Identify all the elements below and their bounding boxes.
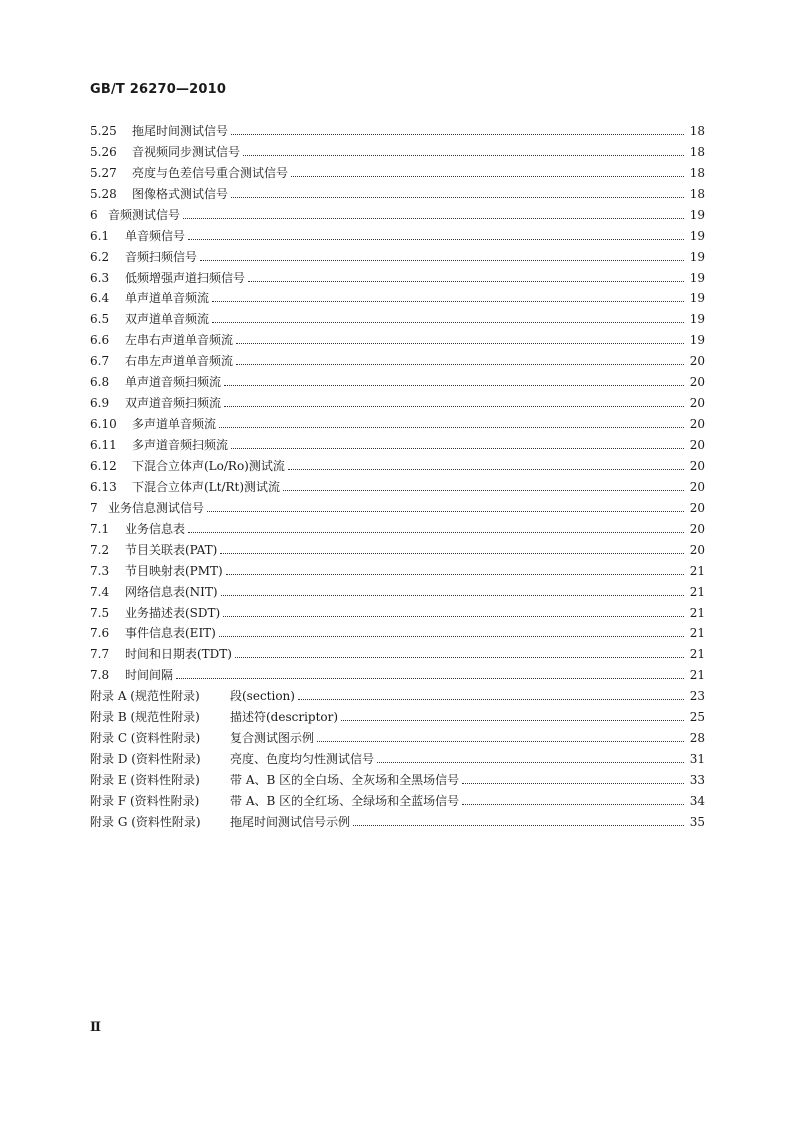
page-number: Ⅱ — [90, 1020, 101, 1035]
toc-entry-page: 20 — [689, 417, 705, 432]
toc-entry-page: 20 — [689, 521, 705, 536]
toc-entry[interactable] — [90, 725, 705, 746]
toc-entry-number: 6.5 — [90, 312, 110, 327]
toc-entry-page: 19 — [689, 312, 705, 327]
dot-leader — [243, 154, 684, 156]
dot-leader — [283, 489, 684, 491]
toc-entry-number: 6 — [90, 207, 98, 222]
toc-entry-title: 时间和日期表(TDT) — [125, 647, 232, 662]
dot-leader — [200, 259, 684, 261]
dot-leader — [317, 740, 684, 742]
dot-leader — [176, 677, 684, 679]
toc-entry-title: 低频增强声道扫频信号 — [125, 270, 246, 285]
toc-entry-title: 音频扫频信号 — [125, 249, 198, 264]
toc-entry[interactable] — [90, 244, 705, 265]
toc-entry-page: 19 — [689, 228, 705, 243]
dot-leader — [298, 698, 684, 700]
toc-entry-page: 18 — [689, 186, 705, 201]
toc-entry-page: 21 — [689, 647, 705, 662]
toc-entry-title: 音视频同步测试信号 — [132, 144, 241, 159]
toc-entry[interactable] — [90, 788, 705, 809]
toc-entry[interactable] — [90, 202, 705, 223]
toc-entry-number: 附录 C (资料性附录) — [90, 731, 201, 746]
toc-entry-page: 20 — [689, 354, 705, 369]
toc-entry[interactable] — [90, 704, 705, 725]
toc-entry-title: 段(section) — [230, 689, 295, 704]
toc-entry-title: 左串右声道单音频流 — [125, 333, 234, 348]
toc-entry-number: 7 — [90, 500, 98, 515]
toc-entry-title: 亮度、色度均匀性测试信号 — [230, 752, 375, 767]
toc-entry-title: 描述符(descriptor) — [230, 710, 339, 725]
toc-entry-title: 事件信息表(EIT) — [125, 626, 216, 641]
toc-entry[interactable] — [90, 139, 705, 160]
toc-entry-title: 音频测试信号 — [108, 207, 181, 222]
toc-entry-number: 6.8 — [90, 375, 110, 390]
toc-entry-page: 18 — [689, 123, 705, 138]
toc-entry-number: 7.2 — [90, 542, 110, 557]
dot-leader — [221, 594, 684, 596]
dot-leader — [219, 635, 684, 637]
toc-entry-number: 附录 G (资料性附录) — [90, 814, 201, 829]
dot-leader — [224, 384, 684, 386]
toc-entry[interactable] — [90, 453, 705, 474]
toc-entry-number: 7.8 — [90, 668, 110, 683]
toc-entry-number: 7.3 — [90, 563, 110, 578]
dot-leader — [288, 468, 684, 470]
toc-entry-title: 业务描述表(SDT) — [125, 605, 221, 620]
dot-leader — [235, 656, 684, 658]
dot-leader — [212, 300, 684, 302]
toc-entry[interactable] — [90, 662, 705, 683]
toc-entry-title: 节目映射表(PMT) — [125, 563, 223, 578]
toc-entry-page: 31 — [689, 752, 705, 767]
toc-entry-number: 附录 B (规范性附录) — [90, 710, 200, 725]
toc-entry[interactable] — [90, 746, 705, 767]
dot-leader — [462, 803, 684, 805]
dot-leader — [226, 573, 684, 575]
toc-entry-page: 19 — [689, 270, 705, 285]
toc-entry-number: 6.13 — [90, 479, 117, 494]
toc-entry-page: 21 — [689, 668, 705, 683]
toc-entry-number: 6.9 — [90, 396, 110, 411]
toc-entry-title: 双声道音频扫频流 — [125, 396, 222, 411]
toc-entry[interactable] — [90, 641, 705, 662]
dot-leader — [231, 447, 684, 449]
toc-entry[interactable] — [90, 537, 705, 558]
toc-entry[interactable] — [90, 579, 705, 600]
toc-entry-page: 19 — [689, 291, 705, 306]
toc-entry-title: 业务信息表 — [125, 521, 186, 536]
toc-entry-number: 7.7 — [90, 647, 110, 662]
toc-entry[interactable] — [90, 809, 705, 830]
dot-leader — [291, 175, 684, 177]
toc-entry-number: 附录 A (规范性附录) — [90, 689, 200, 704]
dot-leader — [236, 342, 684, 344]
toc-entry-page: 25 — [689, 710, 705, 725]
toc-entry-page: 20 — [689, 396, 705, 411]
toc-entry-title: 带 A、B 区的全白场、全灰场和全黑场信号 — [230, 773, 460, 787]
toc-entry[interactable] — [90, 223, 705, 244]
toc-entry-page: 19 — [689, 207, 705, 222]
toc-entry[interactable] — [90, 432, 705, 453]
toc-entry-title: 单音频信号 — [125, 228, 186, 243]
toc-entry-title: 拖尾时间测试信号 — [132, 123, 229, 138]
toc-entry-page: 20 — [689, 479, 705, 494]
toc-entry-page: 21 — [689, 605, 705, 620]
toc-entry-title: 时间间隔 — [125, 668, 174, 683]
toc-entry[interactable] — [90, 767, 705, 788]
toc-entry-number: 5.26 — [90, 144, 117, 159]
toc-entry-number: 7.5 — [90, 605, 110, 620]
toc-entry-page: 21 — [689, 626, 705, 641]
dot-leader — [223, 615, 684, 617]
toc-entry-number: 7.6 — [90, 626, 110, 641]
dot-leader — [341, 719, 684, 721]
toc-entry-page: 23 — [689, 689, 705, 704]
dot-leader — [236, 363, 684, 365]
toc-entry-number: 7.4 — [90, 584, 110, 599]
toc-entry-page: 19 — [689, 333, 705, 348]
toc-entry-title: 多声道单音频流 — [132, 417, 217, 432]
toc-entry-page: 34 — [689, 793, 705, 808]
toc-entry-number: 6.3 — [90, 270, 110, 285]
toc-entry-title: 亮度与色差信号重合测试信号 — [132, 165, 289, 180]
toc-entry-page: 28 — [689, 731, 705, 746]
toc-entry[interactable] — [90, 558, 705, 579]
toc-entry-title: 复合测试图示例 — [230, 731, 315, 746]
dot-leader — [220, 552, 684, 554]
toc-entry-title: 下混合立体声(Lo/Ro)测试流 — [132, 458, 285, 473]
toc-entry[interactable] — [90, 306, 705, 327]
toc-entry-number: 附录 D (资料性附录) — [90, 752, 201, 767]
toc-entry-page: 20 — [689, 375, 705, 390]
toc-entry[interactable] — [90, 683, 705, 704]
toc-entry[interactable] — [90, 621, 705, 642]
dot-leader — [231, 133, 684, 135]
toc-entry-number: 附录 E (资料性附录) — [90, 773, 200, 787]
toc-entry[interactable] — [90, 495, 705, 516]
dot-leader — [462, 782, 684, 784]
toc-entry-title: 业务信息测试信号 — [108, 500, 205, 515]
dot-leader — [231, 196, 684, 198]
toc-entry-number: 6.7 — [90, 354, 110, 369]
toc-entry[interactable] — [90, 118, 705, 139]
toc-entry-page: 19 — [689, 249, 705, 264]
toc-entry[interactable] — [90, 327, 705, 348]
toc-entry-page: 33 — [689, 773, 705, 787]
toc-entry[interactable] — [90, 411, 705, 432]
dot-leader — [219, 426, 684, 428]
dot-leader — [188, 238, 684, 240]
toc-entry[interactable] — [90, 516, 705, 537]
toc-entry[interactable] — [90, 286, 705, 307]
toc-entry-number: 5.28 — [90, 186, 117, 201]
dot-leader — [377, 761, 684, 763]
toc-entry-number: 6.12 — [90, 458, 117, 473]
toc-entry-title: 双声道单音频流 — [125, 312, 210, 327]
toc-entry[interactable] — [90, 474, 705, 495]
toc-entry-number: 6.2 — [90, 249, 110, 264]
toc-entry-number: 6.10 — [90, 417, 117, 432]
toc-entry-number: 5.25 — [90, 123, 117, 138]
toc-entry[interactable] — [90, 181, 705, 202]
toc-entry[interactable] — [90, 369, 705, 390]
toc-entry-title: 图像格式测试信号 — [132, 186, 229, 201]
toc-entry-page: 20 — [689, 500, 705, 515]
toc-entry-page: 20 — [689, 438, 705, 452]
toc-entry-title: 下混合立体声(Lt/Rt)测试流 — [132, 479, 281, 494]
toc-entry-number: 5.27 — [90, 165, 117, 180]
toc-entry-number: 6.1 — [90, 228, 110, 243]
dot-leader — [183, 217, 684, 219]
toc-entry-page: 21 — [689, 584, 705, 599]
toc-entry-number: 6.11 — [90, 438, 117, 452]
table-of-contents — [90, 118, 705, 830]
toc-entry-number: 附录 F (资料性附录) — [90, 793, 200, 808]
toc-entry-title: 单声道音频扫频流 — [125, 375, 222, 390]
toc-entry-page: 18 — [689, 165, 705, 180]
document-id-header: GB/T 26270—2010 — [90, 82, 227, 97]
toc-entry-number: 6.6 — [90, 333, 110, 348]
toc-entry-title: 多声道音频扫频流 — [132, 438, 229, 452]
dot-leader — [353, 824, 684, 826]
dot-leader — [188, 531, 684, 533]
toc-entry-page: 21 — [689, 563, 705, 578]
toc-entry-number: 7.1 — [90, 521, 110, 536]
toc-entry[interactable] — [90, 265, 705, 286]
toc-entry-title: 拖尾时间测试信号示例 — [230, 814, 351, 829]
toc-entry[interactable] — [90, 390, 705, 411]
dot-leader — [207, 510, 684, 512]
toc-entry-title: 带 A、B 区的全红场、全绿场和全蓝场信号 — [230, 793, 460, 808]
toc-entry-page: 20 — [689, 542, 705, 557]
toc-entry-page: 20 — [689, 458, 705, 473]
toc-entry[interactable] — [90, 160, 705, 181]
toc-entry-page: 18 — [689, 144, 705, 159]
toc-entry[interactable] — [90, 348, 705, 369]
dot-leader — [224, 405, 684, 407]
toc-entry-title: 单声道单音频流 — [125, 291, 210, 306]
toc-entry-title: 右串左声道单音频流 — [125, 354, 234, 369]
toc-entry-page: 35 — [689, 814, 705, 829]
toc-entry-title: 网络信息表(NIT) — [125, 584, 218, 599]
toc-entry[interactable] — [90, 600, 705, 621]
dot-leader — [212, 321, 684, 323]
toc-entry-number: 6.4 — [90, 291, 110, 306]
dot-leader — [248, 280, 684, 282]
toc-entry-title: 节目关联表(PAT) — [125, 542, 218, 557]
